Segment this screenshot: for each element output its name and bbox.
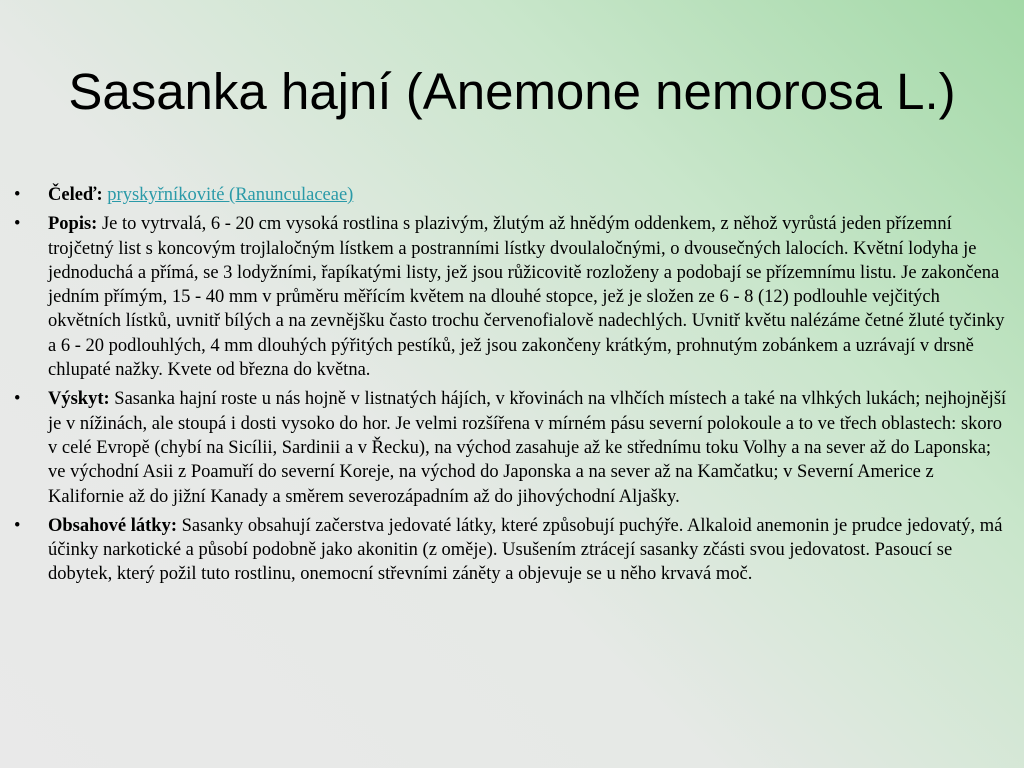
popis-text: Je to vytrvalá, 6 - 20 cm vysoká rostlina s plazivým, žlutým až hnědým oddenkem, z něhož vyrůstá jeden přízemní trojčetný list s koncovým trojlaločným lístkem a postranními lístky dvoulaločnými, o dvousečných lalocích. Květní lodyha je jednoduchá a přímá, se 3 lodyžními, řapíkatými listy, jež jsou růžicovitě rozloženy a podobají se přízemnímu listu. Je zakončena jedním přímým, 15 - 40 mm v průměru měřícím květem na dlouhé stopce, jež je složen ze 6 - 8 (12) podlouhle vejčitých okvětních lístků, uvnitř bílých a na zevnějšku často trochu červenofialově nadechlých. Uvnitř květu nalézáme četné žluté tyčinky a 6 - 20 podlouhlých, 4 mm dlouhých pýřitých pestíků, jež jsou zakončeny krátkým, prohnutým zobánkem a uzrávají v drsně chlupaté nažky. Kvete od března do května. — [48, 214, 1005, 381]
bullet-icon: • — [14, 214, 21, 235]
family-link[interactable]: pryskyřníkovité (Ranunculaceae) — [107, 185, 354, 205]
list-item-celed — [14, 183, 1012, 207]
list-item-popis — [14, 212, 1012, 382]
bullet-icon: • — [14, 515, 21, 536]
vyskyt-label: Výskyt: — [48, 389, 110, 410]
list-item-vyskyt — [14, 387, 1012, 508]
bullet-icon: • — [14, 389, 21, 410]
obsahove-latky-label: Obsahové látky: — [48, 515, 178, 536]
celed-label: Čeleď: — [48, 185, 103, 205]
slide-title: Sasanka hajní (Anemone nemorosa L.) — [68, 63, 956, 120]
list-item-obsahove-latky — [14, 514, 1012, 587]
bullet-list — [14, 183, 1012, 592]
vyskyt-text: Sasanka hajní roste u nás hojně v listnatých hájích, v křovinách na vlhčích místech a také na vlhkých lukách; nejhojnější je v nížinách, ale stoupá i dosti vysoko do hor. Je velmi rozšířena v mírném pásu severní polokoule a to ve třech oblastech: skoro v celé Evropě (chybí na Sicílii, Sardinii a v Řecku), na východ zasahuje až ke střednímu toku Volhy a na sever až do Laponska; ve východní Asii z Poamuří do severní Koreje, na východ do Japonska a na sever až na Kamčatku; v Severní Americe z Kalifornie až do jižní Kanady a směrem severozápadním až do jihovýchodní Aljašky. — [48, 389, 1007, 507]
bullet-icon: • — [14, 185, 21, 205]
obsahove-latky-text: Sasanky obsahují začerstva jedovaté látky, které způsobují puchýře. Alkaloid anemonin je prudce jedovatý, má účinky narkotické a působí podobně jako akonitin (z oměje). Usušením ztrácejí sasanky zčásti svou jedovatost. Pasoucí se dobytek, který požil tuto rostlinu, onemocní střevními záněty a objevuje se u něho krvavá moč. — [48, 515, 1003, 585]
popis-label: Popis: — [48, 214, 98, 235]
